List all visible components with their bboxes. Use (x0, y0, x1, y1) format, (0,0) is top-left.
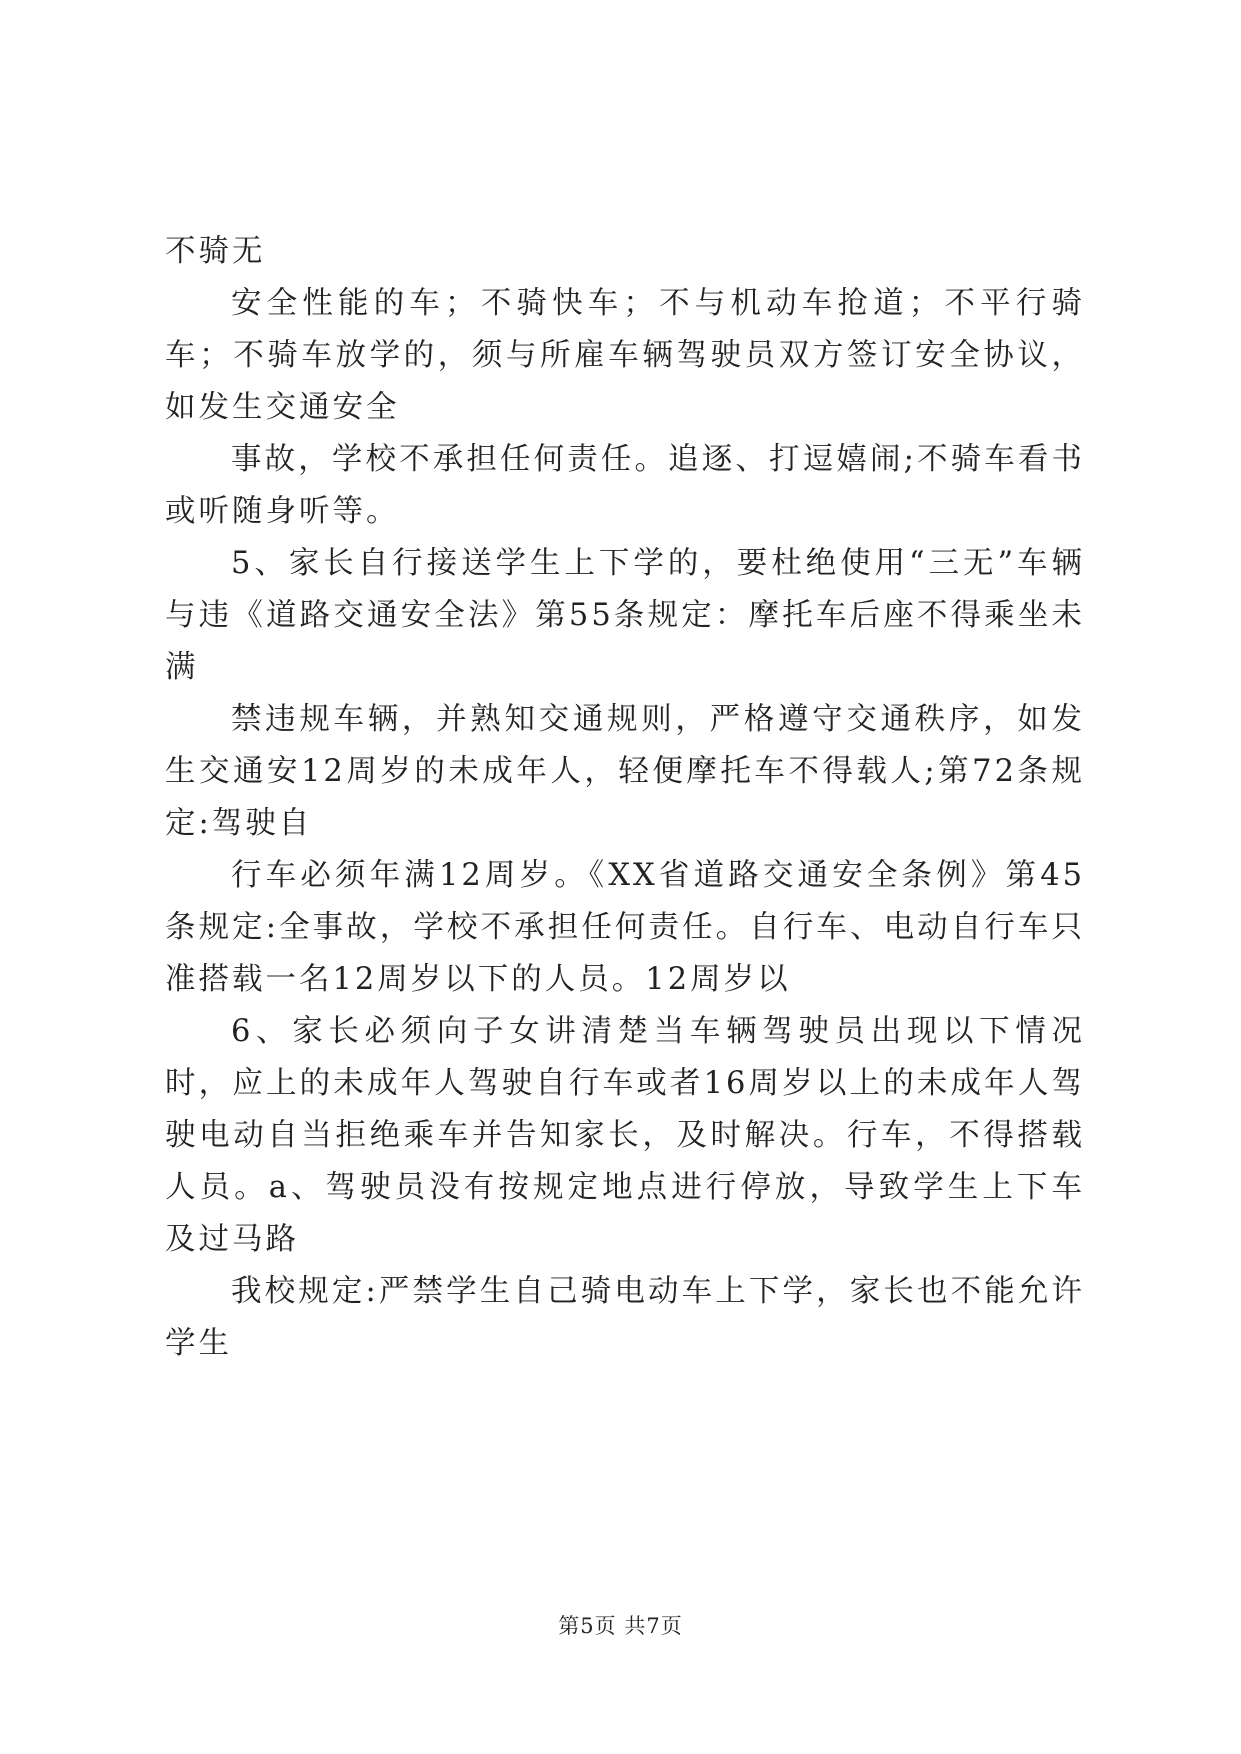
paragraph-1: 不骑无 (165, 234, 266, 269)
paragraph-6: 行车必须年满12周岁。《XX省道路交通安全条例》第45条规定:全事故，学校不承担任何责任。自行车、电动自行车只准搭载一名12周岁以下的人员。12周岁以 (165, 858, 1085, 997)
page-number-footer: 第5页 共7页 (558, 1614, 683, 1638)
document-body (165, 226, 1085, 1370)
paragraph-3: 事故，学校不承担任何责任。追逐、打逗嬉闹;不骑车看书或听随身听等。 (165, 442, 1085, 529)
paragraph-7: 6、家长必须向子女讲清楚当车辆驾驶员出现以下情况时，应上的未成年人驾驶自行车或者16周岁以上的未成年人驾驶电动自当拒绝乘车并告知家长，及时解决。行车，不得搭载人员。a、驾驶员没有按规定地点进行停放，导致学生上下车及过马路 (165, 1014, 1085, 1257)
paragraph-8: 我校规定:严禁学生自己骑电动车上下学，家长也不能允许学生 (165, 1274, 1085, 1361)
paragraph-4: 5、家长自行接送学生上下学的，要杜绝使用“三无”车辆与违《道路交通安全法》第55条规定：摩托车后座不得乘坐未满 (165, 546, 1085, 685)
paragraph-2: 安全性能的车；不骑快车；不与机动车抢道；不平行骑车；不骑车放学的，须与所雇车辆驾驶员双方签订安全协议，如发生交通安全 (165, 286, 1085, 425)
paragraph-5: 禁违规车辆，并熟知交通规则，严格遵守交通秩序，如发生交通安12周岁的未成年人，轻便摩托车不得载人;第72条规定:驾驶自 (165, 702, 1085, 841)
